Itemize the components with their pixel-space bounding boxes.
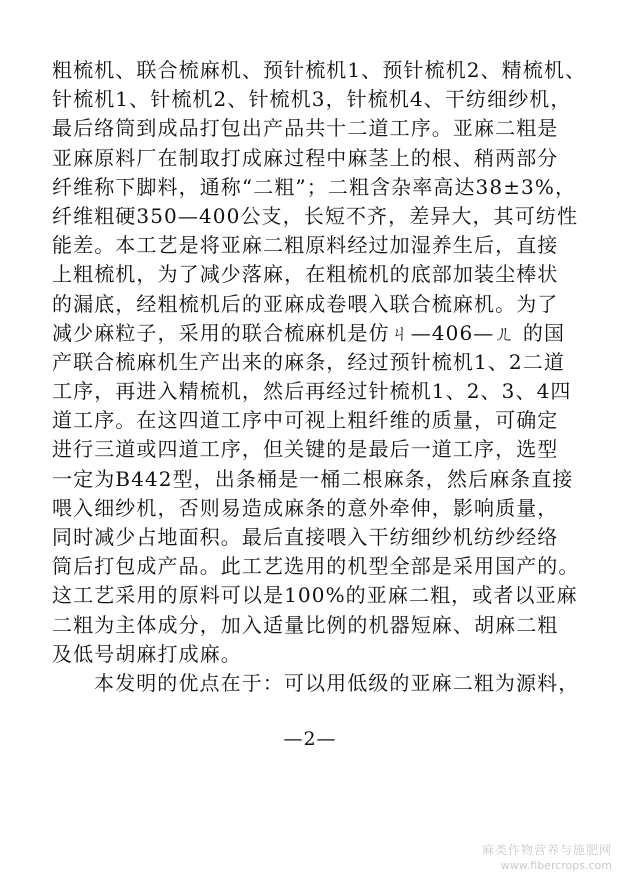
site-watermark	[482, 843, 612, 873]
watermark-url: www.fibercrops.com	[500, 859, 612, 872]
text-line: 这工艺采用的原料可以是100%的亚麻二粗，或者以亚麻	[52, 583, 578, 608]
closing-paragraph-line: 本发明的优点在于：可以用低级的亚麻二粗为源料，	[94, 670, 580, 695]
page-number: —2—	[283, 728, 337, 750]
text-line: 工序，再进入精梳机，然后再经过针梳机1、2、3、4四	[52, 379, 572, 404]
text-line: 同时减少占地面积。最后直接喂入干纺细纱机纺纱经络	[52, 525, 559, 549]
text-line: 粗梳机、联合梳麻机、预针梳机1、预针梳机2、精梳机、	[52, 58, 587, 82]
text-line: 纤维粗硬350—400公支，长短不齐，差异大，其可纺性	[52, 203, 579, 228]
text-line: 能差。本工艺是将亚麻二粗原料经过加湿养生后，直接	[52, 233, 559, 258]
body-text	[52, 56, 598, 698]
text-line: 亚麻原料厂在制取打成麻过程中麻茎上的根、稍两部分	[52, 145, 559, 170]
text-line: 二粗为主体成分，加入适量比例的机器短麻、胡麻二粗	[52, 612, 559, 637]
text-line: 喂入细纱机，否则易造成麻条的意外牵伸，影响质量，	[52, 495, 559, 520]
text-line: 筒后打包成产品。此工艺选用的机型全部是采用国产的。	[52, 554, 580, 579]
text-line: 的漏底，经粗梳机后的亚麻成卷喂入联合梳麻机。为了	[52, 291, 559, 316]
text-line: 一定为B442型，出条桶是一桶二根麻条，然后麻条直接	[52, 466, 574, 491]
watermark-title: 麻类作物营养与施肥网	[481, 843, 612, 857]
text-line: 最后络筒到成品打包出产品共十二道工序。亚麻二粗是	[52, 116, 559, 141]
text-line: 上粗梳机，为了减少落麻，在粗梳机的底部加装尘棒状	[52, 262, 559, 287]
text-line: 及低号胡麻打成麻。	[52, 641, 242, 666]
text-line: 道工序。在这四道工序中可视上粗纤维的质量，可确定	[52, 408, 559, 433]
text-line: 针梳机1、针梳机2、针梳机3，针梳机4、干纺细纱机，	[52, 87, 572, 112]
text-line: 减少麻粒子，采用的联合梳麻机是仿ㄐ—406—ㄦ 的国	[52, 320, 566, 345]
text-line: 产联合梳麻机生产出来的麻条，经过预针梳机1、2二道	[52, 349, 565, 374]
text-line: 纤维称下脚料，通称“二粗”；二粗含杂率高达38±3%，	[52, 174, 577, 199]
text-line: 进行三道或四道工序，但关键的是最后一道工序，选型	[52, 437, 559, 462]
